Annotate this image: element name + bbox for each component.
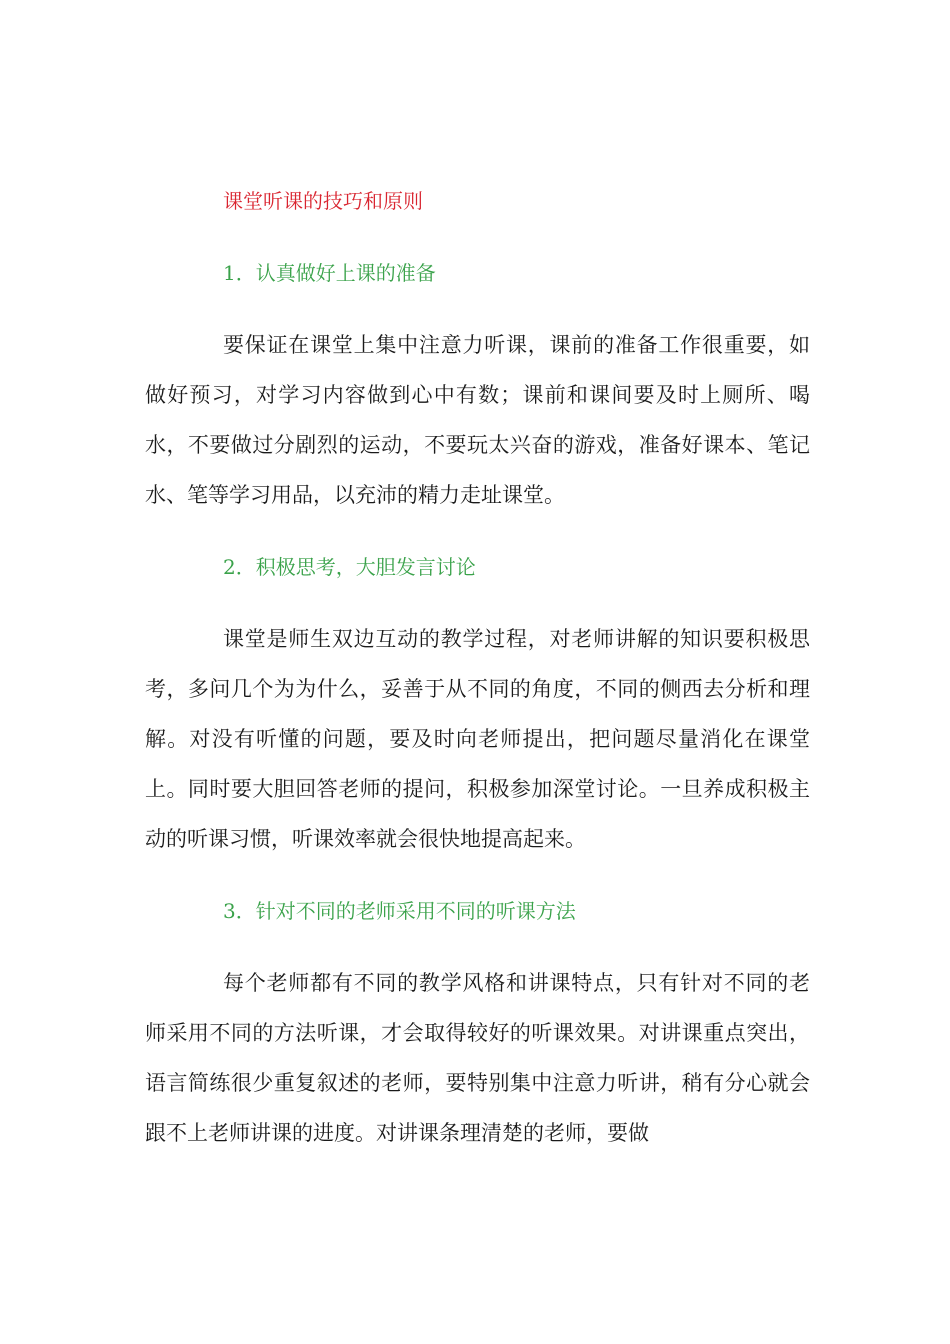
section-body-1: 要保证在课堂上集中注意力听课，课前的准备工作很重要，如做好预习，对学习内容做到心中有数；课前和课间要及时上厕所、喝水，不要做过分剧烈的运动，不要玩太兴奋的游戏，准备好课本、笔记水、笔等学习用品，以充沛的精力走址课堂。	[145, 333, 810, 507]
section-heading-1: 1．认真做好上课的准备	[223, 261, 436, 285]
section-body-2: 课堂是师生双边互动的教学过程，对老师讲解的知识要积极思考，多问几个为为什么，妥善于从不同的角度，不同的侧西去分析和理解。对没有听懂的问题，要及时向老师提出，把问题尽量消化在课堂上。同时要大胆回答老师的提问，积极参加深堂讨论。一旦养成积极主动的听课习惯，听课效率就会很快地提高起来。	[145, 627, 810, 851]
section-body-3: 每个老师都有不同的教学风格和讲课特点，只有针对不同的老师采用不同的方法听课，才会取得较好的听课效果。对讲课重点突出，语言简练很少重复叙述的老师，要特别集中注意力听讲，稍有分心就会跟不上老师讲课的进度。对讲课条理清楚的老师，要做	[145, 971, 810, 1145]
section-heading-3: 3．针对不同的老师采用不同的听课方法	[223, 899, 576, 923]
document-content	[145, 176, 810, 1158]
section-heading-2: 2．积极思考，大胆发言讨论	[223, 555, 476, 579]
document-title: 课堂听课的技巧和原则	[223, 189, 423, 213]
